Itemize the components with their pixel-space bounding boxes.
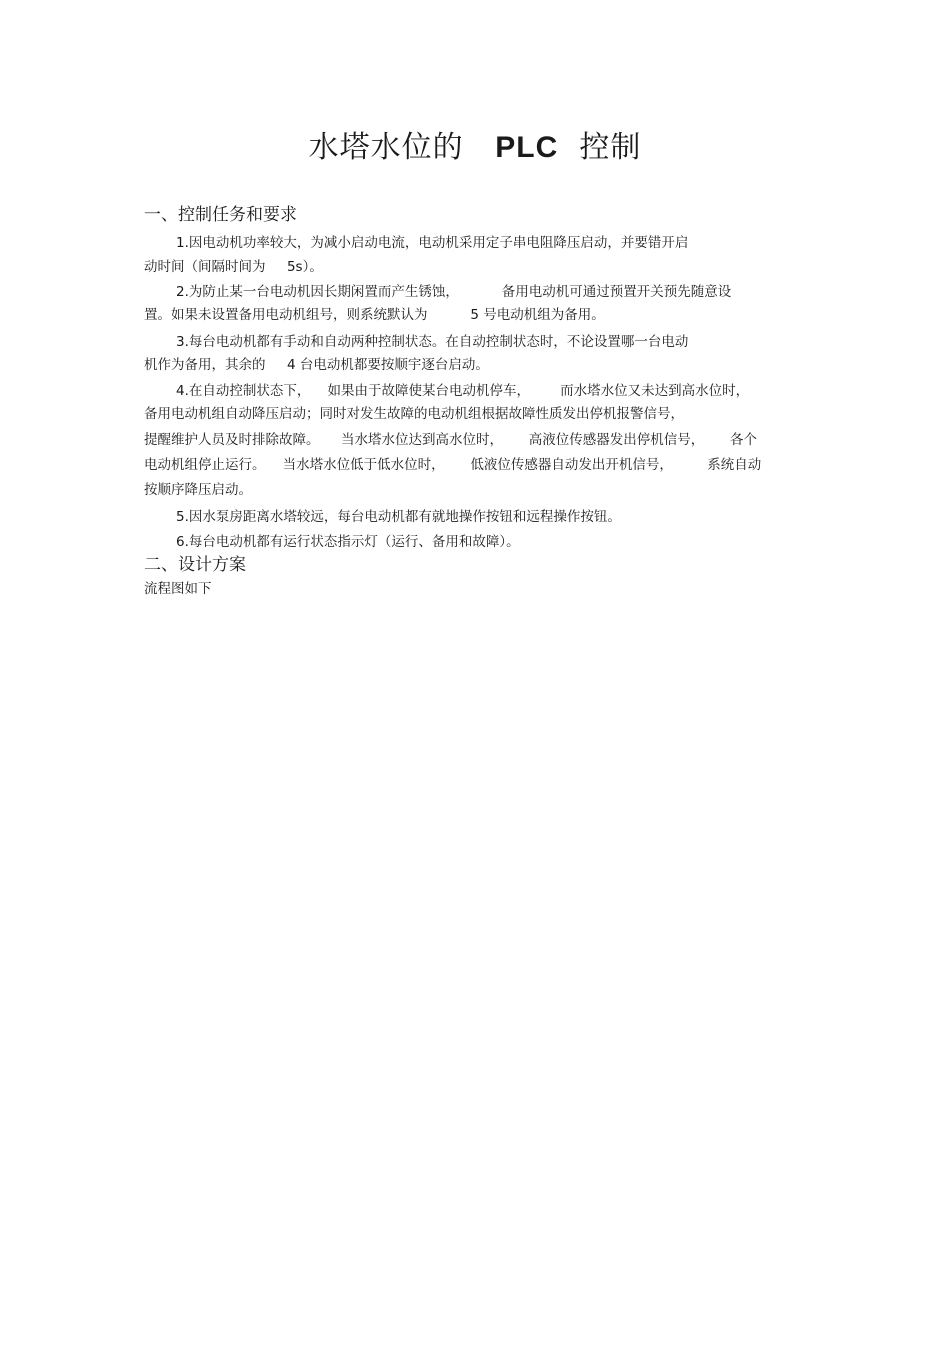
paragraph-line: 2.为防止某一台电动机因长期闲置而产生锈蚀， 备用电动机可通过预置开关预先随意设 <box>176 284 732 300</box>
paragraph-line: 按顺序降压启动。 <box>144 482 252 498</box>
title-part-2: 控制 <box>579 130 642 165</box>
section-1-heading: 一、控制任务和要求 <box>144 205 297 225</box>
paragraph-line: 机作为备用，其余的 4 台电动机都要按顺宇逐台启动。 <box>144 357 489 373</box>
paragraph-line: 提醒维护人员及时排除故障。 当水塔水位达到高水位时， 高液位传感器发出停机信号， 各个 <box>144 432 757 448</box>
paragraph-line: 6.每台电动机都有运行状态指示灯（运行、备用和故障）。 <box>176 534 520 550</box>
paragraph-line: 置。如果未设置备用电动机组号，则系统默认为 5 号电动机组为备用。 <box>144 307 605 323</box>
paragraph-line: 5.因水泵房距离水塔较远，每台电动机都有就地操作按钮和远程操作按钮。 <box>176 509 621 525</box>
section-2-heading: 二、设计方案 <box>144 555 246 575</box>
paragraph-line: 电动机组停止运行。 当水塔水位低于低水位时， 低液位传感器自动发出开机信号， 系统自动 <box>144 457 762 473</box>
paragraph-line: 备用电动机组自动降压启动；同时对发生故障的电动机组根据故障性质发出停机报警信号， <box>144 406 684 422</box>
paragraph-line: 4.在自动控制状态下， 如果由于故障使某台电动机停车， 而水塔水位又未达到高水位时， <box>176 383 750 399</box>
paragraph-line: 3.每台电动机都有手动和自动两种控制状态。在自动控制状态时，不论设置哪一台电动 <box>176 334 689 350</box>
section-2-text: 流程图如下 <box>144 581 212 597</box>
title-part-latin: PLC <box>495 131 559 164</box>
title-part-1: 水塔水位的 <box>308 130 464 165</box>
document-title <box>0 128 950 168</box>
paragraph-line: 动时间（间隔时间为 5s）。 <box>144 259 323 275</box>
paragraph-line: 1.因电动机功率较大，为减小启动电流，电动机采用定子串电阻降压启动，并要错开启 <box>176 235 689 251</box>
